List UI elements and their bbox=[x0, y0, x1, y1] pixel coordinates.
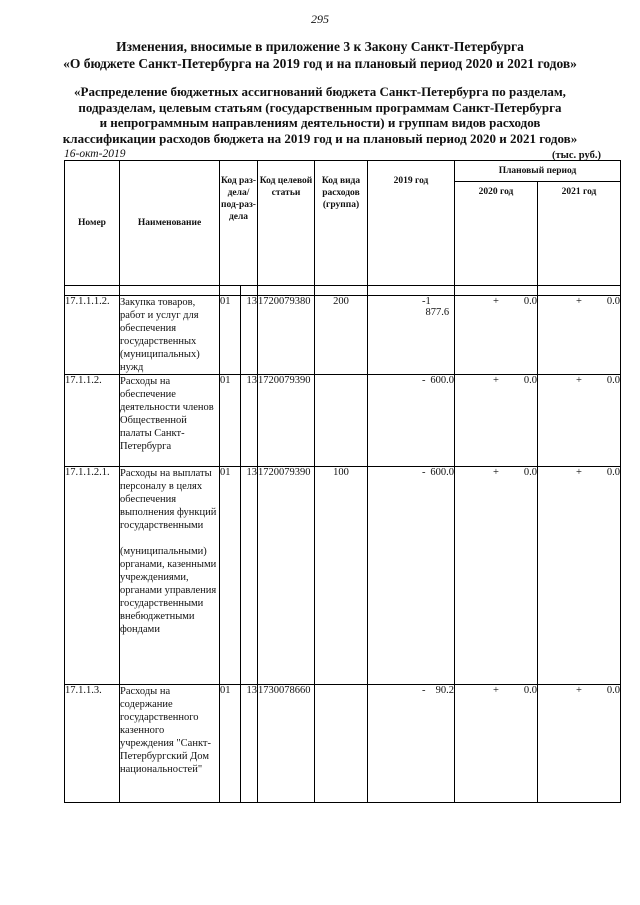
row-value-2020 bbox=[455, 375, 538, 467]
row-name bbox=[120, 467, 220, 685]
row-target-code: 1730078660 bbox=[258, 685, 315, 803]
row-value-2019 bbox=[368, 375, 455, 467]
row-expense-type: 100 bbox=[315, 467, 368, 685]
amount: 0.0 bbox=[606, 685, 620, 696]
header-number: Номер bbox=[65, 161, 120, 286]
sign: + bbox=[576, 296, 582, 307]
units-label: (тыс. руб.) bbox=[552, 150, 601, 161]
row-name: Расходы на содержание государственного казенного учреждения "Санкт-Петербургский Дом национальностей" bbox=[120, 685, 220, 803]
table-row bbox=[65, 296, 621, 375]
header-year-2020: 2020 год bbox=[455, 182, 538, 286]
row-expense-type: 200 bbox=[315, 296, 368, 375]
row-value-2020 bbox=[455, 296, 538, 375]
table-row bbox=[65, 685, 621, 803]
sign: + bbox=[493, 375, 499, 386]
subtitle-line: подразделам, целевым статьям (государственным программам Санкт-Петербурга bbox=[78, 99, 562, 115]
document-title bbox=[20, 38, 620, 72]
row-value-2020 bbox=[455, 467, 538, 685]
row-subsection: 13 bbox=[241, 685, 258, 803]
row-value-2019 bbox=[368, 296, 455, 375]
row-name: Закупка товаров, работ и услуг для обеспечения государственных (муниципальных) нужд bbox=[120, 296, 220, 375]
row-number: 17.1.1.2. bbox=[65, 375, 120, 467]
row-subsection: 13 bbox=[241, 375, 258, 467]
header-year-2019: 2019 год bbox=[368, 161, 455, 286]
row-section: 01 bbox=[220, 375, 241, 467]
row-name-part: Расходы на выплаты персоналу в целях обеспечения выполнения функций государственными bbox=[120, 468, 217, 531]
row-section: 01 bbox=[220, 467, 241, 685]
row-target-code: 1720079390 bbox=[258, 467, 315, 685]
header-section-code: Код раз-дела/ под-раз-дела bbox=[220, 161, 258, 286]
amount: 0.0 bbox=[523, 296, 537, 307]
amount: 1 877.6 bbox=[425, 296, 450, 318]
sign: - bbox=[422, 467, 426, 478]
title-line: Изменения, вносимые в приложение 3 к Закону Санкт-Петербурга bbox=[116, 39, 524, 54]
row-target-code: 1720079380 bbox=[258, 296, 315, 375]
sign: + bbox=[493, 685, 499, 696]
table-row bbox=[65, 375, 621, 467]
subtitle-line: и непрограммным направлениям деятельности) и группам видов расходов bbox=[99, 115, 541, 130]
amount: 600.0 bbox=[430, 467, 454, 478]
row-name-part: (муниципальными) органами, казенными учреждениями, органами управления государственными внебюджетными фондами bbox=[120, 546, 217, 635]
row-value-2021 bbox=[538, 296, 621, 375]
row-number: 17.1.1.2.1. bbox=[65, 467, 120, 685]
table-row bbox=[65, 467, 621, 685]
row-value-2021 bbox=[538, 467, 621, 685]
header-planned-period: Плановый период bbox=[455, 161, 621, 182]
sign: - bbox=[422, 685, 426, 696]
page-number: 295 bbox=[311, 12, 329, 26]
row-value-2020 bbox=[455, 685, 538, 803]
amount: 90.2 bbox=[435, 685, 454, 696]
budget-table bbox=[64, 160, 621, 803]
header-name: Наименование bbox=[120, 161, 220, 286]
amount: 600.0 bbox=[430, 375, 454, 386]
sign: + bbox=[576, 685, 582, 696]
amount: 0.0 bbox=[606, 296, 620, 307]
sign: - bbox=[422, 296, 426, 307]
table-subtitle bbox=[20, 84, 620, 146]
header-expense-type-code: Код вида расходов (группа) bbox=[315, 161, 368, 286]
header-target-code: Код целевой статьи bbox=[258, 161, 315, 286]
amount: 0.0 bbox=[523, 467, 537, 478]
sign: + bbox=[576, 467, 582, 478]
row-section: 01 bbox=[220, 296, 241, 375]
sign: + bbox=[493, 467, 499, 478]
row-subsection: 13 bbox=[241, 296, 258, 375]
subtitle-line: классификации расходов бюджета на 2019 год и на плановый период 2020 и 2021 годов» bbox=[62, 130, 578, 146]
amount: 0.0 bbox=[606, 375, 620, 386]
row-value-2019 bbox=[368, 685, 455, 803]
sign: - bbox=[422, 375, 426, 386]
row-name: Расходы на обеспечение деятельности членов Общественной палаты Санкт-Петербурга bbox=[120, 375, 220, 467]
document-date: 16-окт-2019 bbox=[64, 148, 126, 160]
sign: + bbox=[493, 296, 499, 307]
row-value-2021 bbox=[538, 375, 621, 467]
row-section: 01 bbox=[220, 685, 241, 803]
sign: + bbox=[576, 375, 582, 386]
amount: 0.0 bbox=[523, 685, 537, 696]
row-expense-type bbox=[315, 375, 368, 467]
row-value-2019 bbox=[368, 467, 455, 685]
row-target-code: 1720079390 bbox=[258, 375, 315, 467]
row-number: 17.1.1.1.2. bbox=[65, 296, 120, 375]
row-value-2021 bbox=[538, 685, 621, 803]
amount: 0.0 bbox=[606, 467, 620, 478]
amount: 0.0 bbox=[523, 375, 537, 386]
header-year-2021: 2021 год bbox=[538, 182, 621, 286]
row-expense-type bbox=[315, 685, 368, 803]
row-subsection: 13 bbox=[241, 467, 258, 685]
spacer-row bbox=[65, 286, 621, 296]
subtitle-line: «Распределение бюджетных ассигнований бюджета Санкт-Петербурга по разделам, bbox=[74, 84, 566, 99]
row-number: 17.1.1.3. bbox=[65, 685, 120, 803]
title-line: «О бюджете Санкт-Петербурга на 2019 год и на плановый период 2020 и 2021 годов» bbox=[63, 56, 577, 71]
